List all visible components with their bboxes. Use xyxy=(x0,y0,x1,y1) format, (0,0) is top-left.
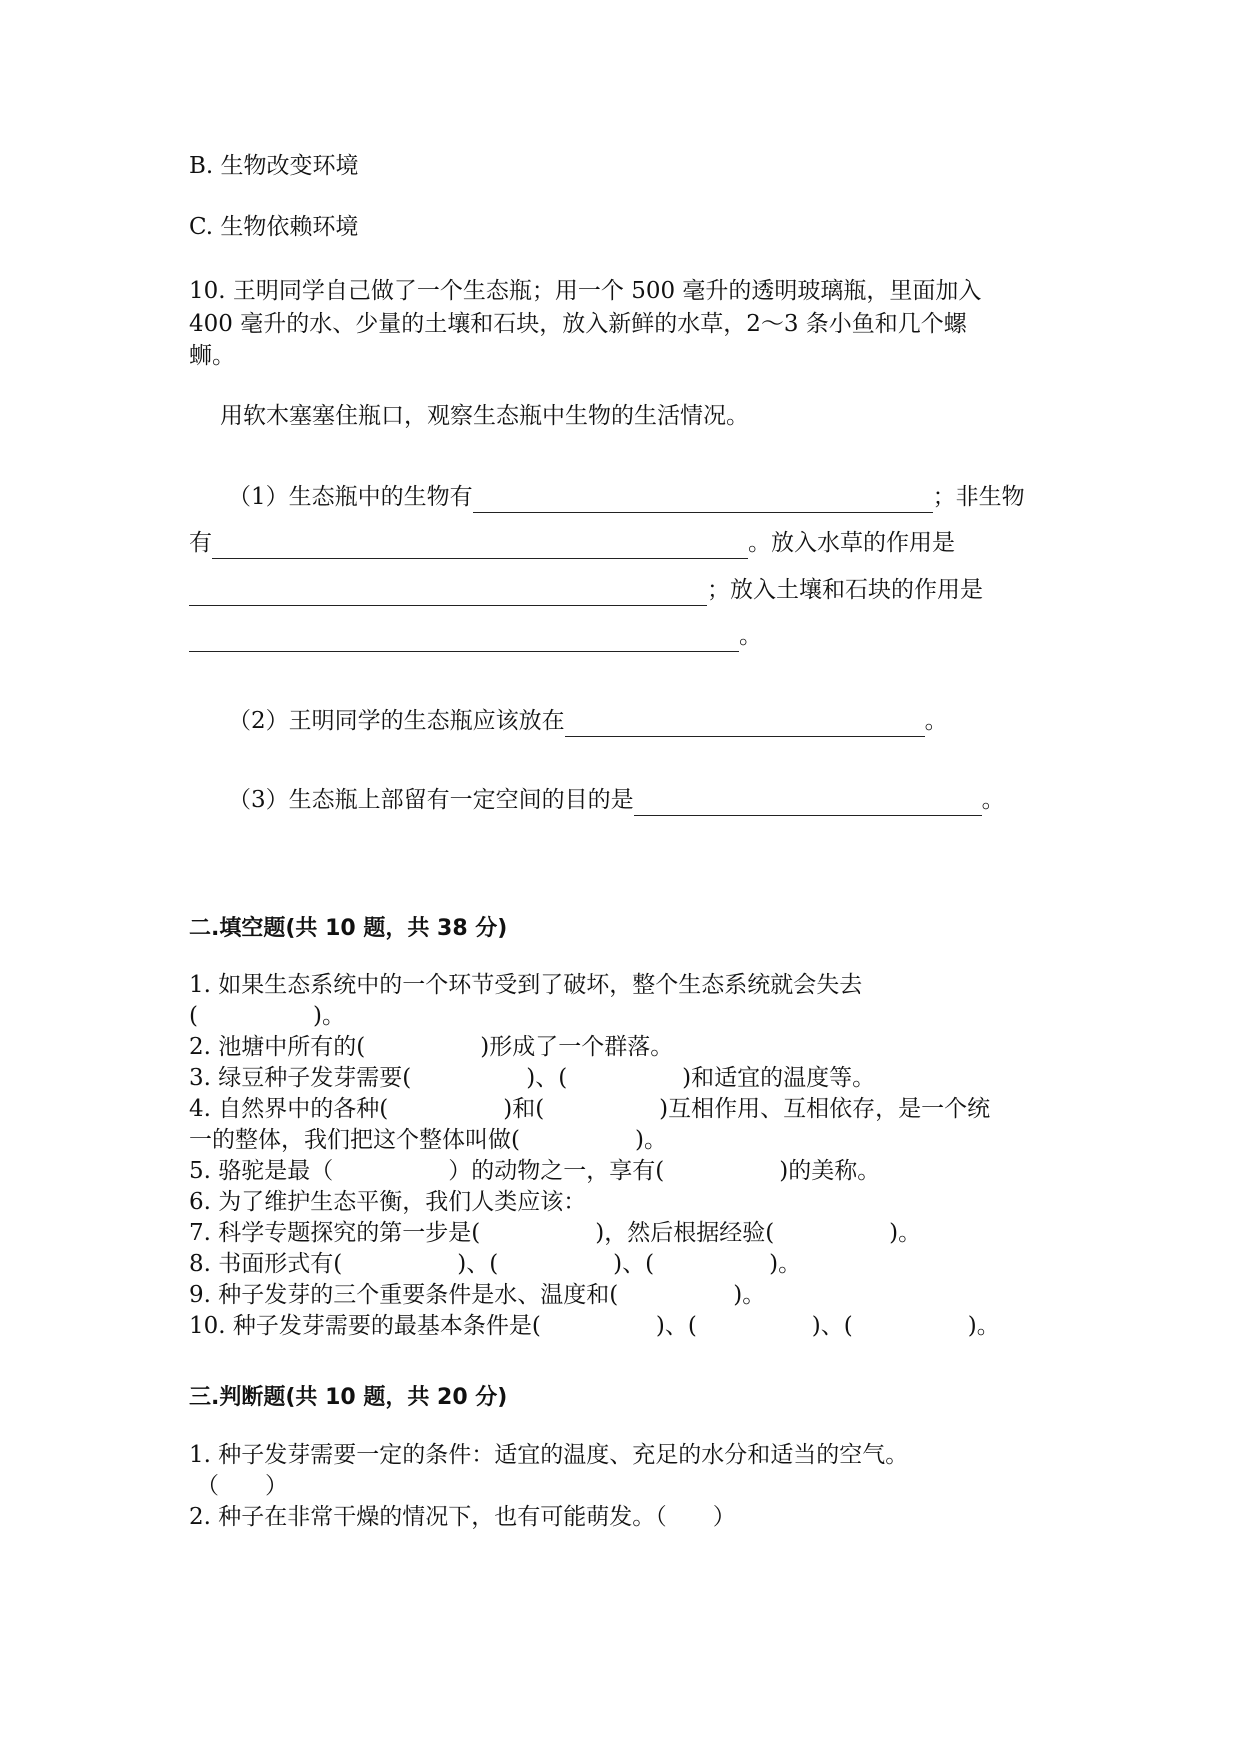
part-1-text: 。 xyxy=(739,623,762,649)
part-1-text: 有 xyxy=(189,530,212,556)
fill-question-3: 3. 绿豆种子发芽需要( )、( )和适宜的温度等。 xyxy=(189,1065,876,1091)
part-1-line4 xyxy=(189,621,762,652)
fill-question-1a: 1. 如果生态系统中的一个环节受到了破坏，整个生态系统就会失去 xyxy=(189,972,863,998)
blank-line[interactable] xyxy=(189,627,739,652)
part-1-line3 xyxy=(189,575,983,606)
option-b: B. 生物改变环境 xyxy=(189,153,359,179)
part-1-label: （1）生态瓶中的生物有 xyxy=(228,484,473,510)
part-3-text: 。 xyxy=(981,787,1005,813)
fill-question-1b: ( )。 xyxy=(189,1003,345,1029)
blank-line[interactable] xyxy=(565,712,925,737)
part-3-label: （3）生态瓶上部留有一定空间的目的是 xyxy=(228,787,634,813)
part-1-text: 。放入水草的作用是 xyxy=(748,530,955,556)
part-3-line xyxy=(228,785,1005,816)
judge-question-2: 2. 种子在非常干燥的情况下，也有可能萌发。（ ） xyxy=(189,1504,736,1530)
fill-question-8: 8. 书面形式有( )、( )、( )。 xyxy=(189,1251,802,1277)
question-10-line3: 蛳。 xyxy=(189,343,235,369)
blank-line[interactable] xyxy=(634,791,982,816)
option-c: C. 生物依赖环境 xyxy=(189,214,359,240)
part-2-text: 。 xyxy=(924,708,948,734)
fill-question-4a: 4. 自然界中的各种( )和( )互相作用、互相依存，是一个统 xyxy=(189,1096,991,1122)
judge-question-1a: 1. 种子发芽需要一定的条件：适宜的温度、充足的水分和适当的空气。 xyxy=(189,1442,909,1468)
fill-question-2: 2. 池塘中所有的( )形成了一个群落。 xyxy=(189,1034,674,1060)
judge-question-1b: （ ） xyxy=(196,1473,288,1499)
blank-line[interactable] xyxy=(212,534,748,559)
fill-question-9: 9. 种子发芽的三个重要条件是水、温度和( )。 xyxy=(189,1282,766,1308)
part-2-label: （2）王明同学的生态瓶应该放在 xyxy=(228,708,565,734)
section-2-heading: 二.填空题(共 10 题，共 38 分) xyxy=(189,916,508,941)
question-10-line2: 400 毫升的水、少量的土壤和石块，放入新鲜的水草，2～3 条小鱼和几个螺 xyxy=(189,311,967,337)
fill-question-10: 10. 种子发芽需要的最基本条件是( )、( )、( )。 xyxy=(189,1313,1000,1339)
fill-question-6: 6. 为了维护生态平衡，我们人类应该： xyxy=(189,1189,587,1215)
fill-question-4b: 一的整体，我们把这个整体叫做( )。 xyxy=(189,1127,667,1153)
part-2-line xyxy=(228,706,948,737)
part-1-text: ；非生物 xyxy=(932,484,1025,510)
question-10-line4: 用软木塞塞住瓶口，观察生态瓶中生物的生活情况。 xyxy=(220,403,749,429)
question-10-line1: 10. 王明同学自己做了一个生态瓶；用一个 500 毫升的透明玻璃瓶，里面加入 xyxy=(189,278,982,304)
fill-question-5: 5. 骆驼是最（ ）的动物之一，享有( )的美称。 xyxy=(189,1158,881,1184)
part-1-line2 xyxy=(189,528,955,559)
part-1-text: ；放入土壤和石块的作用是 xyxy=(707,577,983,603)
blank-line[interactable] xyxy=(473,488,933,513)
section-3-heading: 三.判断题(共 10 题，共 20 分) xyxy=(189,1385,508,1410)
blank-line[interactable] xyxy=(189,581,707,606)
fill-question-7: 7. 科学专题探究的第一步是( )，然后根据经验( )。 xyxy=(189,1220,922,1246)
part-1-line1 xyxy=(228,482,1025,513)
